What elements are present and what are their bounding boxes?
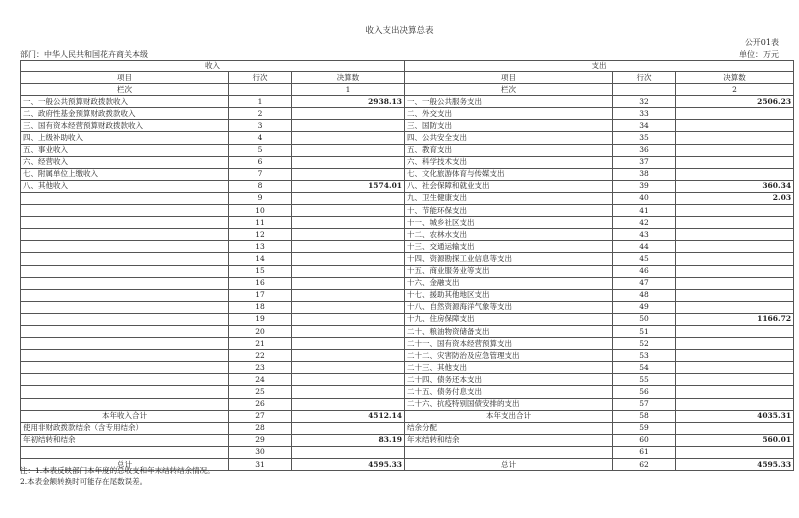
income-row-no: 20	[229, 325, 292, 337]
header-item: 项目	[405, 72, 613, 84]
note-1: 注：1.本表反映部门本年度的总收支和年末结转结余情况。	[20, 466, 215, 475]
income-row-no: 10	[229, 205, 292, 217]
expense-item: 八、社会保障和就业支出	[405, 180, 613, 192]
income-item	[21, 277, 229, 289]
department-label: 部门：中华人民共和国花卉商关本级	[20, 50, 148, 59]
expense-item: 一、一般公共服务支出	[405, 96, 613, 108]
form-code: 公开01表	[744, 38, 779, 47]
income-amount	[292, 289, 405, 301]
expense-item: 二十、粮油物资储备支出	[405, 325, 613, 337]
income-row-no: 3	[229, 120, 292, 132]
expense-amount: 4035.31	[676, 410, 794, 422]
col-label-amount: 1	[292, 84, 405, 96]
expense-amount	[676, 422, 794, 434]
income-amount: 4512.14	[292, 410, 405, 422]
income-item	[21, 398, 229, 410]
expense-amount	[676, 132, 794, 144]
table-row	[21, 313, 794, 325]
expense-row-no: 56	[613, 386, 676, 398]
expense-item: 十八、自然资源海洋气象等支出	[405, 301, 613, 313]
income-amount	[292, 229, 405, 241]
income-row-no: 15	[229, 265, 292, 277]
income-item	[21, 229, 229, 241]
income-row-no: 1	[229, 96, 292, 108]
income-amount	[292, 398, 405, 410]
expense-amount: 1166.72	[676, 313, 794, 325]
header-amount: 决算数	[292, 72, 405, 84]
expense-row-no: 57	[613, 398, 676, 410]
expense-amount	[676, 253, 794, 265]
expense-amount: 2.03	[676, 192, 794, 204]
expense-row-no: 62	[613, 459, 676, 471]
income-row-no: 28	[229, 422, 292, 434]
income-item	[21, 289, 229, 301]
income-amount	[292, 168, 405, 180]
expense-amount	[676, 289, 794, 301]
expense-row-no: 43	[613, 229, 676, 241]
income-item: 使用非财政拨款结余（含专用结余）	[21, 422, 229, 434]
expense-item: 二十一、国有资本经营预算支出	[405, 338, 613, 350]
income-row-no: 4	[229, 132, 292, 144]
income-item: 二、政府性基金预算财政拨款收入	[21, 108, 229, 120]
income-item: 七、附属单位上缴收入	[21, 168, 229, 180]
income-amount	[292, 362, 405, 374]
expense-item: 本年支出合计	[405, 410, 613, 422]
expense-row-no: 41	[613, 205, 676, 217]
col-label-item: 栏次	[21, 84, 229, 96]
expense-row-no: 52	[613, 338, 676, 350]
expense-row-no: 49	[613, 301, 676, 313]
table-row	[21, 289, 794, 301]
income-amount: 83.19	[292, 434, 405, 446]
income-amount	[292, 265, 405, 277]
expense-row-no: 42	[613, 217, 676, 229]
expense-amount	[676, 374, 794, 386]
table-row	[21, 229, 794, 241]
expense-amount	[676, 205, 794, 217]
expense-amount	[676, 217, 794, 229]
income-item: 六、经营收入	[21, 156, 229, 168]
income-amount	[292, 325, 405, 337]
expense-row-no: 39	[613, 180, 676, 192]
header-item: 项目	[21, 72, 229, 84]
income-amount	[292, 120, 405, 132]
expense-amount	[676, 241, 794, 253]
expense-row-no: 55	[613, 374, 676, 386]
expense-item: 二十三、其他支出	[405, 362, 613, 374]
expense-amount	[676, 277, 794, 289]
expense-item: 二十四、债务还本支出	[405, 374, 613, 386]
income-row-no: 6	[229, 156, 292, 168]
income-amount	[292, 108, 405, 120]
note-2: 2.本表金额转换时可能存在尾数误差。	[20, 477, 148, 486]
header-row-no: 行次	[229, 72, 292, 84]
income-item	[21, 362, 229, 374]
income-item: 年初结转和结余	[21, 434, 229, 446]
expense-amount	[676, 120, 794, 132]
section-header-row	[21, 61, 794, 72]
income-row-no: 16	[229, 277, 292, 289]
expense-amount	[676, 168, 794, 180]
expense-amount	[676, 386, 794, 398]
expense-row-no: 53	[613, 350, 676, 362]
income-amount	[292, 156, 405, 168]
expense-row-no: 36	[613, 144, 676, 156]
table-row	[21, 410, 794, 422]
income-row-no: 19	[229, 313, 292, 325]
expense-section: 支出	[405, 61, 794, 72]
expense-item: 十六、金融支出	[405, 277, 613, 289]
expense-row-no: 44	[613, 241, 676, 253]
income-item	[21, 301, 229, 313]
table-row	[21, 422, 794, 434]
income-item	[21, 313, 229, 325]
expense-item: 二、外交支出	[405, 108, 613, 120]
income-row-no: 11	[229, 217, 292, 229]
income-item: 三、国有资本经营预算财政拨款收入	[21, 120, 229, 132]
expense-row-no: 40	[613, 192, 676, 204]
income-item: 本年收入合计	[21, 410, 229, 422]
income-row-no: 24	[229, 374, 292, 386]
table-row	[21, 132, 794, 144]
expense-item: 二十二、灾害防治及应急管理支出	[405, 350, 613, 362]
table-row	[21, 265, 794, 277]
income-row-no: 9	[229, 192, 292, 204]
table-row	[21, 325, 794, 337]
income-amount: 4595.33	[292, 459, 405, 471]
expense-row-no: 47	[613, 277, 676, 289]
table-row	[21, 192, 794, 204]
expense-amount: 360.34	[676, 180, 794, 192]
expense-row-no: 51	[613, 325, 676, 337]
income-item	[21, 338, 229, 350]
expense-row-no: 35	[613, 132, 676, 144]
income-amount	[292, 422, 405, 434]
income-item: 一、一般公共预算财政拨款收入	[21, 96, 229, 108]
expense-amount	[676, 362, 794, 374]
income-amount	[292, 241, 405, 253]
expense-item: 二十五、债务付息支出	[405, 386, 613, 398]
expense-amount	[676, 446, 794, 458]
expense-amount	[676, 398, 794, 410]
expense-row-no: 60	[613, 434, 676, 446]
table-row	[21, 120, 794, 132]
income-amount	[292, 132, 405, 144]
table-row	[21, 301, 794, 313]
income-row-no: 14	[229, 253, 292, 265]
header-amount: 决算数	[676, 72, 794, 84]
income-row-no: 7	[229, 168, 292, 180]
table-row	[21, 253, 794, 265]
expense-item: 四、公共安全支出	[405, 132, 613, 144]
income-amount	[292, 277, 405, 289]
income-row-no: 21	[229, 338, 292, 350]
income-row-no: 25	[229, 386, 292, 398]
income-item: 总计	[21, 459, 229, 471]
table-row	[21, 398, 794, 410]
expense-item: 五、教育支出	[405, 144, 613, 156]
income-item	[21, 205, 229, 217]
income-amount	[292, 144, 405, 156]
expense-row-no: 48	[613, 289, 676, 301]
expense-item	[405, 446, 613, 458]
expense-amount	[676, 325, 794, 337]
table-row	[21, 108, 794, 120]
income-item	[21, 253, 229, 265]
expense-item: 十九、住房保障支出	[405, 313, 613, 325]
income-item	[21, 217, 229, 229]
expense-row-no: 45	[613, 253, 676, 265]
expense-item: 十五、商业服务业等支出	[405, 265, 613, 277]
income-amount: 1574.01	[292, 180, 405, 192]
income-amount	[292, 313, 405, 325]
income-item: 八、其他收入	[21, 180, 229, 192]
income-row-no: 13	[229, 241, 292, 253]
expense-row-no: 54	[613, 362, 676, 374]
expense-row-no: 38	[613, 168, 676, 180]
expense-row-no: 37	[613, 156, 676, 168]
expense-item: 结余分配	[405, 422, 613, 434]
expense-amount	[676, 108, 794, 120]
unit-label: 单位：万元	[739, 50, 779, 59]
expense-amount	[676, 301, 794, 313]
table-row	[21, 386, 794, 398]
income-row-no: 5	[229, 144, 292, 156]
table-row	[21, 156, 794, 168]
expense-item: 年末结转和结余	[405, 434, 613, 446]
income-section: 收入	[21, 61, 405, 72]
income-item	[21, 192, 229, 204]
col-label-amount: 2	[676, 84, 794, 96]
income-row-no: 12	[229, 229, 292, 241]
expense-amount	[676, 144, 794, 156]
income-row-no: 2	[229, 108, 292, 120]
income-amount	[292, 301, 405, 313]
expense-row-no: 50	[613, 313, 676, 325]
income-item: 五、事业收入	[21, 144, 229, 156]
expense-item: 二十六、抗疫特别国债安排的支出	[405, 398, 613, 410]
income-row-no: 18	[229, 301, 292, 313]
expense-row-no: 34	[613, 120, 676, 132]
income-row-no: 8	[229, 180, 292, 192]
expense-amount	[676, 350, 794, 362]
expense-item: 十一、城乡社区支出	[405, 217, 613, 229]
table-row	[21, 217, 794, 229]
expense-row-no: 58	[613, 410, 676, 422]
expense-amount	[676, 338, 794, 350]
summary-table	[20, 60, 794, 471]
income-item	[21, 350, 229, 362]
expense-item: 十二、农林水支出	[405, 229, 613, 241]
expense-amount	[676, 229, 794, 241]
income-amount	[292, 338, 405, 350]
expense-row-no: 59	[613, 422, 676, 434]
expense-item: 三、国防支出	[405, 120, 613, 132]
expense-item: 六、科学技术支出	[405, 156, 613, 168]
expense-item: 十四、资源勘探工业信息等支出	[405, 253, 613, 265]
income-item: 四、上级补助收入	[21, 132, 229, 144]
income-row-no: 29	[229, 434, 292, 446]
table-row	[21, 446, 794, 458]
income-item	[21, 446, 229, 458]
expense-row-no: 61	[613, 446, 676, 458]
header-row-no: 行次	[613, 72, 676, 84]
income-amount	[292, 446, 405, 458]
expense-item: 九、卫生健康支出	[405, 192, 613, 204]
table-row	[21, 241, 794, 253]
expense-item: 总计	[405, 459, 613, 471]
col-label-item: 栏次	[405, 84, 613, 96]
column-label-row	[21, 84, 794, 96]
table-row	[21, 96, 794, 108]
expense-amount	[676, 156, 794, 168]
expense-row-no: 46	[613, 265, 676, 277]
expense-amount: 2506.23	[676, 96, 794, 108]
income-amount	[292, 386, 405, 398]
expense-amount: 560.01	[676, 434, 794, 446]
income-row-no: 27	[229, 410, 292, 422]
income-item	[21, 325, 229, 337]
column-header-row	[21, 72, 794, 84]
page-title: 收入支出决算总表	[365, 26, 434, 36]
income-row-no: 31	[229, 459, 292, 471]
table-row	[21, 205, 794, 217]
table-row	[21, 168, 794, 180]
income-row-no: 17	[229, 289, 292, 301]
income-item	[21, 265, 229, 277]
expense-amount	[676, 265, 794, 277]
income-row-no: 23	[229, 362, 292, 374]
income-row-no: 30	[229, 446, 292, 458]
income-amount: 2938.13	[292, 96, 405, 108]
table-row	[21, 374, 794, 386]
table-row	[21, 350, 794, 362]
table-row	[21, 144, 794, 156]
expense-item: 七、文化旅游体育与传媒支出	[405, 168, 613, 180]
income-amount	[292, 350, 405, 362]
table-row	[21, 338, 794, 350]
income-item	[21, 374, 229, 386]
table-row	[21, 362, 794, 374]
expense-item: 十七、援助其他地区支出	[405, 289, 613, 301]
expense-row-no: 32	[613, 96, 676, 108]
income-row-no: 22	[229, 350, 292, 362]
notes	[20, 465, 215, 487]
expense-amount: 4595.33	[676, 459, 794, 471]
income-item	[21, 386, 229, 398]
table-row	[21, 180, 794, 192]
table-row	[21, 277, 794, 289]
income-amount	[292, 374, 405, 386]
expense-item: 十、节能环保支出	[405, 205, 613, 217]
income-amount	[292, 205, 405, 217]
expense-row-no: 33	[613, 108, 676, 120]
income-amount	[292, 217, 405, 229]
income-item	[21, 241, 229, 253]
table-row	[21, 434, 794, 446]
income-amount	[292, 192, 405, 204]
income-row-no: 26	[229, 398, 292, 410]
expense-item: 十三、交通运输支出	[405, 241, 613, 253]
income-amount	[292, 253, 405, 265]
